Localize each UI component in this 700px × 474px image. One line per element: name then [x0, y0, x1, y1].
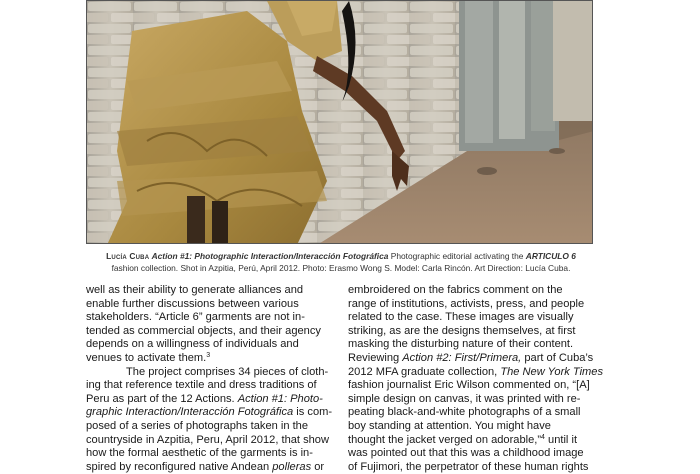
text-line: posed of a series of photographs taken in the — [86, 419, 309, 432]
text-line: simple design on canvas, it was printed with re- — [348, 392, 581, 405]
text-span: is com- — [296, 406, 333, 419]
text-line — [348, 365, 603, 380]
text-span: or — [314, 460, 325, 473]
text-line: range of institutions, activists, press, and people — [348, 297, 585, 310]
italic-title: Action #1: Photo- — [237, 392, 323, 405]
text-span: Peru as part of the 12 Actions. — [86, 392, 235, 405]
text-line: peating black-and-white photographs of a small — [348, 406, 581, 419]
text-span: until it — [548, 433, 578, 446]
text-line: The project comprises 34 pieces of cloth- — [126, 365, 329, 378]
text-line: stakeholders. “Article 6” garments are not in- — [86, 311, 305, 324]
text-line: countryside in Azpitia, Peru, April 2012, that show — [86, 433, 329, 446]
caption-line-2: fashion collection. Shot in Azpitia, Perú, April 2012. Photo: Erasmo Wong S. Model: Carla Rincón. Art Direction: Lucía Cuba. — [111, 263, 571, 273]
footnote-marker: 3 — [206, 351, 211, 359]
text-span: Reviewing — [348, 351, 400, 364]
text-span: 2012 MFA graduate collection, — [348, 365, 498, 378]
caption-artist: Lucía Cuba — [106, 251, 150, 261]
text-line: was pointed out that this was a childhood image — [348, 447, 584, 460]
text-line: depends on a willingness of individuals and — [86, 338, 299, 351]
fashion-photo — [86, 0, 593, 244]
text-line: ing that reference textile and dress traditions of — [86, 379, 317, 392]
text-span: thought the jacket verged on adorable,” — [348, 433, 542, 446]
left-column — [86, 284, 333, 474]
text-span: venues to activate them. — [86, 351, 207, 364]
text-line — [86, 392, 323, 407]
text-line: striking, as are the designs themselves, at first — [348, 324, 576, 337]
text-span: part of Cuba’s — [524, 351, 594, 364]
photo-illustration — [87, 1, 593, 244]
text-line: masking the disturbing nature of their content. — [348, 338, 574, 351]
italic-title: Action #2: First/Primera, — [402, 351, 522, 364]
photo-caption — [86, 250, 596, 274]
caption-description: Photographic editorial activating the — [390, 251, 524, 261]
caption-line-1 — [86, 250, 596, 262]
text-line: enable further discussions between various — [86, 297, 299, 310]
text-line: of Fujimori, the perpetrator of these human rights — [348, 460, 589, 473]
text-line — [348, 434, 598, 448]
text-line: well as their ability to generate alliances and — [86, 284, 304, 296]
right-column — [348, 284, 603, 474]
caption-collection-name: ARTICULO 6 — [525, 251, 576, 261]
text-span: spired by reconfigured native Andean — [86, 460, 270, 473]
text-line — [86, 460, 325, 474]
caption-work-title: Action #1: Photographic Interaction/Interacción Fotográfica — [151, 251, 389, 261]
text-line: tended as commercial objects, and their agency — [86, 324, 321, 337]
text-line — [86, 406, 333, 420]
text-line: how the formal aesthetic of the garments is in- — [86, 447, 313, 460]
footnote-marker: 4 — [541, 433, 545, 441]
text-line: embroidered on the fabrics comment on the — [348, 284, 563, 296]
text-line: fashion journalist Eric Wilson commented on, “[A] — [348, 379, 590, 392]
text-line: boy standing at attention. You might have — [348, 419, 551, 432]
text-line — [86, 352, 314, 366]
text-line: related to the case. These images are visually — [348, 311, 574, 324]
italic-title: graphic Interaction/Interacción Fotográfica — [86, 406, 294, 419]
italic-term: polleras — [272, 460, 312, 473]
text-line — [348, 352, 598, 366]
italic-title: The New York Times — [500, 365, 603, 378]
